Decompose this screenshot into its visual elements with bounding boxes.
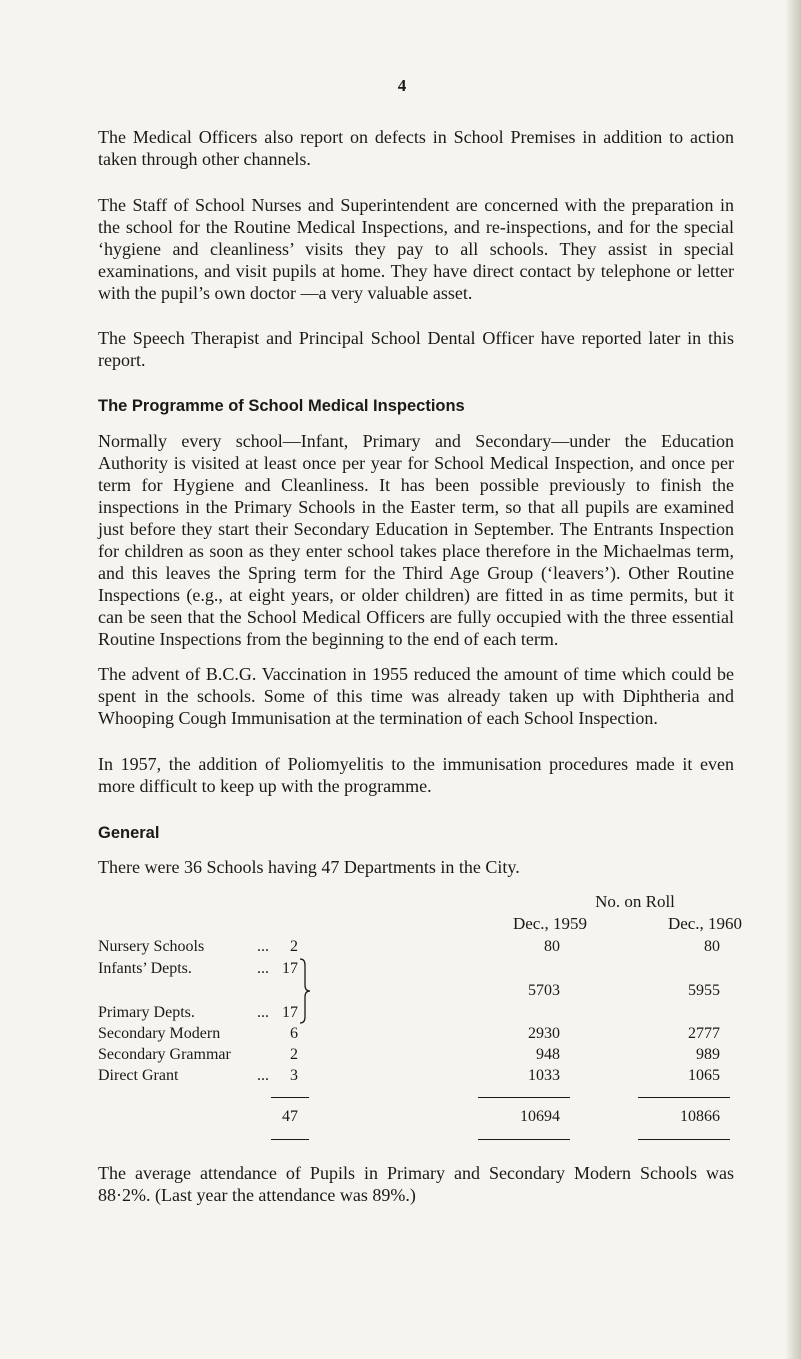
total-departments: 47 [282, 1108, 298, 1125]
total-rule [478, 1097, 570, 1098]
roll-1959-infants-primary: 5703 [528, 982, 560, 999]
total-roll-1959: 10694 [520, 1108, 560, 1125]
column-header-1959: Dec., 1959 [512, 914, 588, 933]
leader-dots: ... [257, 960, 269, 977]
paragraph-schools-count: There were 36 Schools having 47 Departments in the City. [98, 857, 520, 877]
departments-primary: 17 [282, 1004, 298, 1021]
roll-1960-nursery: 80 [704, 938, 720, 955]
total-rule [638, 1139, 730, 1140]
row-label-primary: Primary Depts. [98, 1004, 195, 1021]
leader-dots: ... [257, 1004, 269, 1021]
page-number: 4 [397, 76, 407, 95]
departments-nursery: 2 [290, 938, 298, 955]
total-rule [478, 1139, 570, 1140]
roll-1959-secondary-modern: 2930 [528, 1025, 560, 1042]
roll-1959-nursery: 80 [544, 938, 560, 955]
roll-1959-direct-grant: 1033 [528, 1067, 560, 1084]
row-label-secondary-modern: Secondary Modern [98, 1025, 221, 1042]
paragraph-speech-therapist: The Speech Therapist and Principal School Dental Officer have reported later in this report. [98, 328, 734, 370]
paragraph-normally: Normally every school—Infant, Primary and Secondary—under the Education Authority is visited at least once per year for School Medical Inspection, and once per term for Hygiene and Cleanliness. It has been possible previously to finish the inspections in the Primary Schools in the Easter term, so that all pupils are examined just before they start their Secondary Education in September. The Entrants Inspection for children as soon as they enter school takes place therefore in the Michaelmas term, and this leaves the Spring term for the Third Age Group (‘leavers’). Other Routine Inspections (e.g., at eight years, or older children) are fitted in as time permits, but it can be seen that the School Medical Officers are fully occupied with the three essential Routine Inspections from the beginning to the end of each term. [98, 431, 734, 649]
roll-1960-direct-grant: 1065 [688, 1067, 720, 1084]
departments-direct-grant: 3 [290, 1067, 298, 1084]
heading-general: General [98, 824, 160, 842]
paragraph-average-attendance: The average attendance of Pupils in Primary and Secondary Modern Schools was 88·2%. (Last year the attendance was 89%.) [98, 1163, 734, 1205]
row-label-nursery: Nursery Schools [98, 938, 205, 955]
roll-1960-secondary-modern: 2777 [688, 1025, 720, 1042]
total-roll-1960: 10866 [680, 1108, 720, 1125]
leader-dots: ... [257, 938, 269, 955]
roll-1959-secondary-grammar: 948 [536, 1046, 560, 1063]
heading-programme: The Programme of School Medical Inspections [98, 397, 465, 415]
column-header-1960: Dec., 1960 [667, 914, 743, 933]
departments-infants: 17 [282, 960, 298, 977]
paragraph-poliomyelitis: In 1957, the addition of Poliomyelitis to the immunisation procedures made it even more difficult to keep up with the programme. [98, 754, 734, 796]
row-label-secondary-grammar: Secondary Grammar [98, 1046, 231, 1063]
departments-secondary-grammar: 2 [290, 1046, 298, 1063]
column-group-header: No. on Roll [595, 892, 675, 911]
row-label-infants: Infants’ Depts. [98, 960, 192, 977]
paragraph-school-premises: The Medical Officers also report on defects in School Premises in addition to action taken through other channels. [98, 127, 734, 169]
brace-infants-primary [298, 957, 312, 1025]
row-label-direct-grant: Direct Grant [98, 1067, 179, 1084]
leader-dots: ... [257, 1067, 269, 1084]
paragraph-school-nurses: The Staff of School Nurses and Superintendent are concerned with the preparation in the school for the Routine Medical Inspections, and re-inspections, and for the special ‘hygiene and cleanliness’ visits they pay to all schools. They assist in special examinations, and visit pupils at home. They have direct contact by telephone or letter with the pupil’s own doctor —a very valuable asset. [98, 195, 734, 303]
departments-secondary-modern: 6 [290, 1025, 298, 1042]
total-rule [271, 1097, 309, 1098]
roll-1960-infants-primary: 5955 [688, 982, 720, 999]
page-edge-shadow [785, 0, 801, 1359]
total-rule [638, 1097, 730, 1098]
total-rule [271, 1139, 309, 1140]
paragraph-bcg-vaccination: The advent of B.C.G. Vaccination in 1955 reduced the amount of time which could be spent in the schools. Some of this time was already taken up with Diphtheria and Whooping Cough Immunisation at the termination of each School Inspection. [98, 664, 734, 728]
roll-1960-secondary-grammar: 989 [696, 1046, 720, 1063]
